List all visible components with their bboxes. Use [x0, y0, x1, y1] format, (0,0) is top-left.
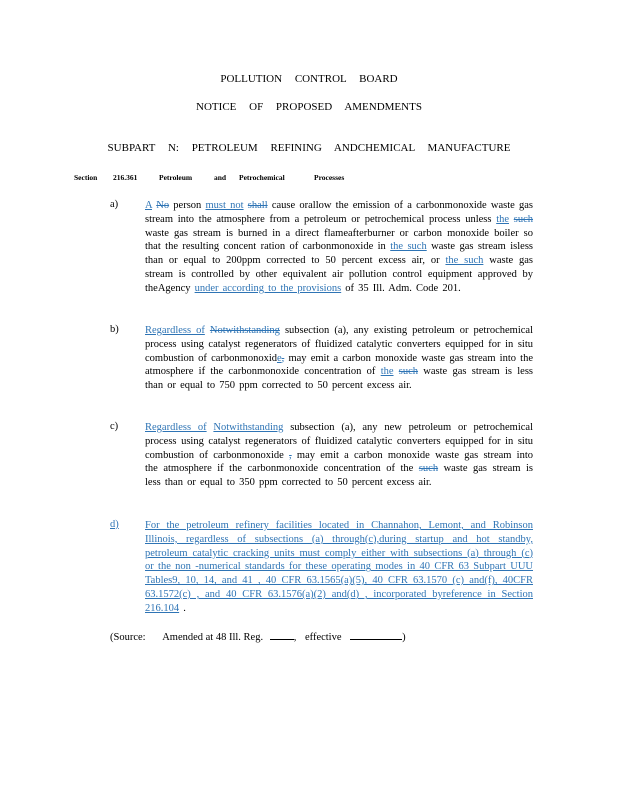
body-text: waste gas stream is controlled by other equivalent air pollution control equipment approved by theAgency — [145, 255, 534, 294]
source-close: ) — [402, 632, 406, 643]
effective-date-blank — [350, 629, 402, 640]
inserted-text: Regardless of — [145, 325, 205, 336]
paragraph-a — [145, 199, 533, 296]
inserted-text: e — [276, 352, 282, 364]
section-word: Petroleum — [159, 173, 193, 182]
deleted-text: such — [513, 213, 533, 225]
section-label: Section — [74, 173, 98, 182]
body-text: waste gas stream is less than or equal to 350 ppm corrected to 50 percent excess air. — [145, 463, 534, 489]
body-text: . — [183, 602, 186, 614]
source-text: Amended at 48 Ill. Reg. — [162, 632, 264, 643]
inserted-text: Notwithstanding — [213, 422, 284, 433]
section-number: 216.361 — [113, 173, 138, 182]
register-blank — [270, 629, 294, 640]
body-text: of 35 Ill. Adm. Code 201. — [345, 282, 461, 294]
body-text: subsection (a), any new petroleum or petrochemical process using catalyst regenerators of fluidized catalytic converters equipped for in situ combustion of carbonmonoxide — [145, 422, 533, 461]
paragraph-b-marker: b) — [110, 324, 119, 335]
paragraph-d — [145, 519, 533, 616]
section-word: Petrochemical — [239, 173, 285, 182]
inserted-text: under according to the provisions — [194, 282, 342, 294]
section-word: and — [214, 173, 227, 182]
body-text: subsection (a), any existing petroleum or petrochemical process using catalyst regenerators of fluidized catalytic converters equipped for in situ combustion of carbonmonoxid — [145, 325, 533, 364]
body-text: waste gas stream is burned in a direct flameafterburner or carbon monoxide boiler so that the resulting concent ration of carbonmonoxide in — [145, 227, 533, 253]
deleted-text: Notwithstanding — [209, 325, 280, 336]
body-text: person — [173, 200, 202, 211]
deleted-text: , — [281, 352, 285, 364]
source-comma: , — [293, 632, 297, 643]
inserted-text: For the petroleum refinery facilities located in Channahon, Lemont, and Robinson Illinois, regardless of subsections (a) through(c),during startup and hot standby, petroleum catalytic cracking units must comply either with subsections (a) through (c) or the non -numerical standards for these operating modes in 40 CFR 63 Subpart UUU Tables9, 10, 14, and 41 , 40 CFR 63.1565(a)(5), 40 CFR 63.1570 (c) and(f), 40CFR 63.1572(c) , and 40 CFR 63.1576(a)(2) and(d) , incorporated byreference in Section 216.104 — [145, 520, 533, 614]
deleted-text: such — [398, 366, 419, 378]
body-text: cause orallow the emission of a carbonmonoxide waste gas stream into the atmosphere from a petroleum or petrochemical process unless — [145, 200, 534, 225]
section-word: Processes — [314, 173, 345, 182]
source-note — [110, 629, 406, 643]
inserted-text: A — [145, 200, 153, 211]
board-title: POLLUTION CONTROL BOARD — [220, 73, 398, 85]
source-effective: effective — [304, 632, 342, 643]
deleted-text: shall — [247, 200, 268, 211]
paragraph-a-marker: a) — [110, 199, 119, 210]
inserted-text: the — [380, 366, 394, 378]
body-text: waste gas stream is less than or equal to 750 ppm corrected to 50 percent excess air. — [145, 366, 533, 392]
inserted-text: the — [496, 213, 510, 225]
paragraph-b — [145, 324, 533, 393]
paragraph-d-marker: d) — [110, 519, 119, 530]
deleted-text: , — [289, 449, 292, 461]
inserted-text: Regardless of — [145, 422, 207, 433]
subpart-title: SUBPART N: PETROLEUM REFINING ANDCHEMICAL MANUFACTURE — [107, 142, 511, 154]
body-text: waste gas stream isless than or equal to 200ppm corrected to 50 percent excess air, or — [145, 241, 534, 267]
deleted-text: such — [418, 463, 439, 475]
inserted-text: must not — [205, 200, 244, 211]
source-label: (Source: — [110, 632, 146, 643]
deleted-text: No — [156, 200, 170, 211]
body-text: may emit a carbon monoxide waste gas stream into the atmosphere if the carbonmonoxide concentration of — [145, 352, 533, 378]
paragraph-c-marker: c) — [110, 421, 119, 432]
body-text: may emit a carbon monoxide waste gas stream into the atmosphere if the carbonmonoxide concentration of the — [145, 449, 534, 475]
paragraph-c — [145, 421, 533, 490]
notice-title: NOTICE OF PROPOSED AMENDMENTS — [196, 101, 422, 113]
inserted-text: the such — [445, 255, 484, 267]
inserted-text: the such — [390, 241, 427, 253]
